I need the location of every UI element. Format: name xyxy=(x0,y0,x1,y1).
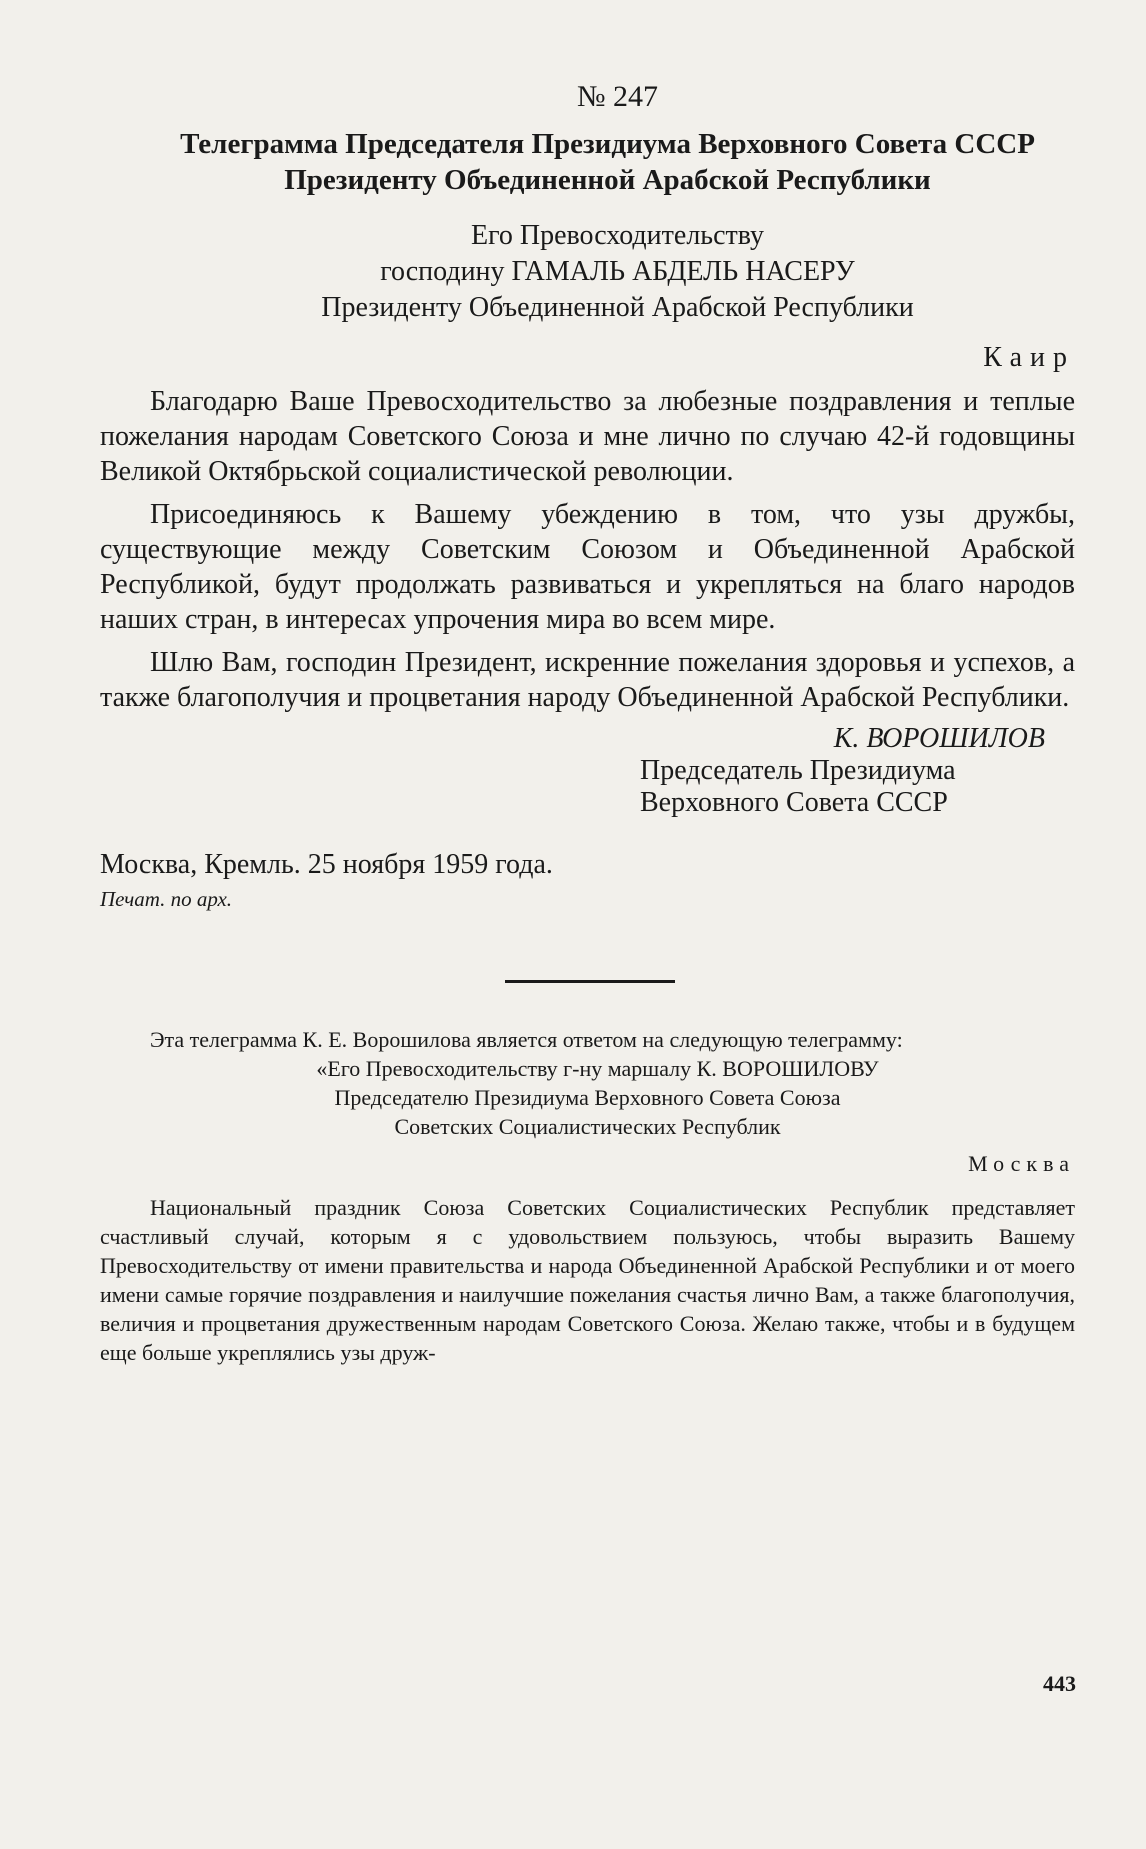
body-paragraph: Шлю Вам, господин Президент, искренние пожелания здоровья и успехов, а также благополучия и процветания народу Объединенной Арабской Республики. xyxy=(100,647,1075,713)
destination-city: Каир xyxy=(983,342,1075,373)
document-number: № 247 xyxy=(576,80,659,113)
page-number: 443 xyxy=(1043,1671,1076,1696)
body-paragraph: Благодарю Ваше Превосходительство за любезные поздравления и теплые пожелания народам Советского Союза и мне лично по случаю 42-й годовщины Великой Октябрьской социалистической революции. xyxy=(100,386,1075,487)
quoted-city: Москва xyxy=(968,1151,1075,1176)
source-note: Печат. по арх. xyxy=(100,887,233,911)
quoted-addressee-line: Советских Социалистических Республик xyxy=(394,1114,781,1139)
addressee-line: Президенту Объединенной Арабской Республики xyxy=(321,292,914,323)
addressee-line: Его Превосходительству xyxy=(470,220,764,251)
quoted-addressee xyxy=(100,1054,1075,1141)
signature-name: К. ВОРОШИЛОВ xyxy=(833,723,1045,754)
addressee-block xyxy=(100,218,1075,326)
place-date: Москва, Кремль. 25 ноября 1959 года. xyxy=(100,849,553,880)
document-page xyxy=(100,80,1075,1367)
footnote-intro: Эта телеграмма К. Е. Ворошилова является ответом на следующую телеграмму: xyxy=(150,1027,903,1052)
quoted-addressee-line: Председателю Президиума Верховного Совета Союза xyxy=(334,1085,841,1110)
divider xyxy=(505,980,675,983)
addressee-line: господину ГАМАЛЬ АБДЕЛЬ НАСЕРУ xyxy=(380,256,855,287)
document-title: Телеграмма Председателя Президиума Верховного Совета СССР Президенту Объединенной Арабской Республики xyxy=(180,128,1035,196)
quoted-addressee-line: «Его Превосходительству г-ну маршалу К. ВОРОШИЛОВУ xyxy=(316,1056,879,1081)
signature-position: Председатель Президиума xyxy=(640,755,956,786)
signature-position: Верховного Совета СССР xyxy=(640,787,948,818)
quoted-paragraph: Национальный праздник Союза Советских Социалистических Республик представляет счастливый случай, которым я с удовольствием пользуюсь, чтобы выразить Вашему Превосходительству от имени правительства и народа Объединенной Арабской Республики и от моего имени самые горячие поздравления и наилучшие пожелания счастья лично Вам, а также благополучия, величия и процветания дружественным народам Советского Союза. Желаю также, чтобы и в будущем еще больше укреплялись узы друж- xyxy=(100,1195,1075,1365)
body-paragraph: Присоединяюсь к Вашему убеждению в том, что узы дружбы, существующие между Советским Союзом и Объединенной Арабской Республикой, будут продолжать развиваться и укрепляться на благо народов наших стран, в интересах упрочения мира во всем мире. xyxy=(100,499,1075,635)
